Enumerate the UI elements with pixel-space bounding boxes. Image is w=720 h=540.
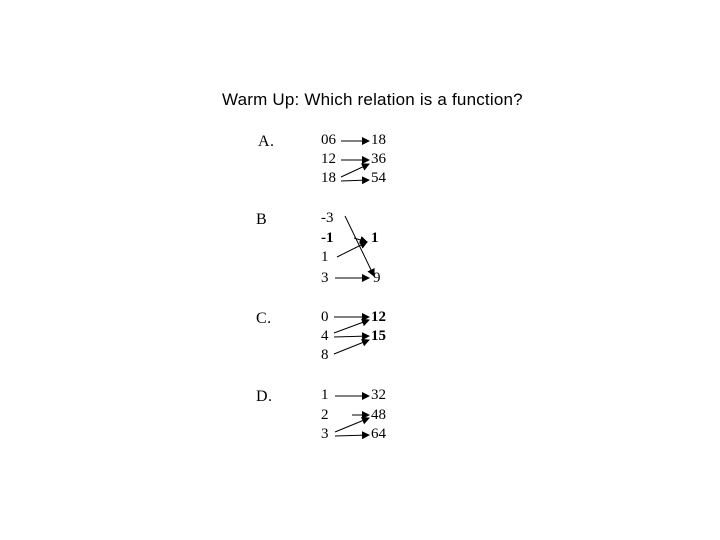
- option-a-range-2: 36: [371, 151, 386, 167]
- option-b-domain-2: -1: [321, 230, 334, 246]
- option-c-domain-2: 4: [321, 328, 329, 344]
- option-a-domain-1: 06: [321, 132, 336, 148]
- arrow-c-4: [334, 340, 369, 354]
- option-b-domain-3: 1: [321, 249, 329, 265]
- option-b-range-1: 1: [371, 230, 379, 246]
- option-b-domain-1: -3: [321, 210, 334, 226]
- option-d-range-1: 32: [371, 387, 386, 403]
- arrow-a-4: [341, 180, 369, 181]
- page-title: Warm Up: Which relation is a function?: [222, 90, 523, 109]
- option-b-range-2: 9: [373, 270, 381, 286]
- arrow-b-2: [337, 242, 367, 257]
- option-d-domain-2: 2: [321, 407, 329, 423]
- arrow-d-3: [335, 418, 369, 432]
- option-c-range-1: 12: [371, 309, 386, 325]
- option-a-domain-3: 18: [321, 170, 336, 186]
- option-c-domain-1: 0: [321, 309, 329, 325]
- option-d-range-2: 48: [371, 407, 386, 423]
- option-a-range-1: 18: [371, 132, 386, 148]
- option-c-label: C.: [256, 310, 272, 327]
- option-d-domain-1: 1: [321, 387, 329, 403]
- arrow-a-3: [341, 164, 369, 177]
- option-b-label: B: [256, 211, 268, 228]
- arrow-c-3: [334, 336, 369, 337]
- option-c-range-2: 15: [371, 328, 386, 344]
- option-a-label: A.: [258, 133, 275, 150]
- option-a-range-3: 54: [371, 170, 386, 186]
- option-d-domain-3: 3: [321, 426, 329, 442]
- arrow-b-3: [354, 238, 367, 242]
- option-b-domain-4: 3: [321, 270, 329, 286]
- option-a-domain-2: 12: [321, 151, 336, 167]
- option-c-domain-3: 8: [321, 347, 329, 363]
- option-d-label: D.: [256, 388, 273, 405]
- arrow-d-4: [335, 435, 369, 436]
- option-d-range-3: 64: [371, 426, 386, 442]
- arrow-c-2: [334, 320, 369, 333]
